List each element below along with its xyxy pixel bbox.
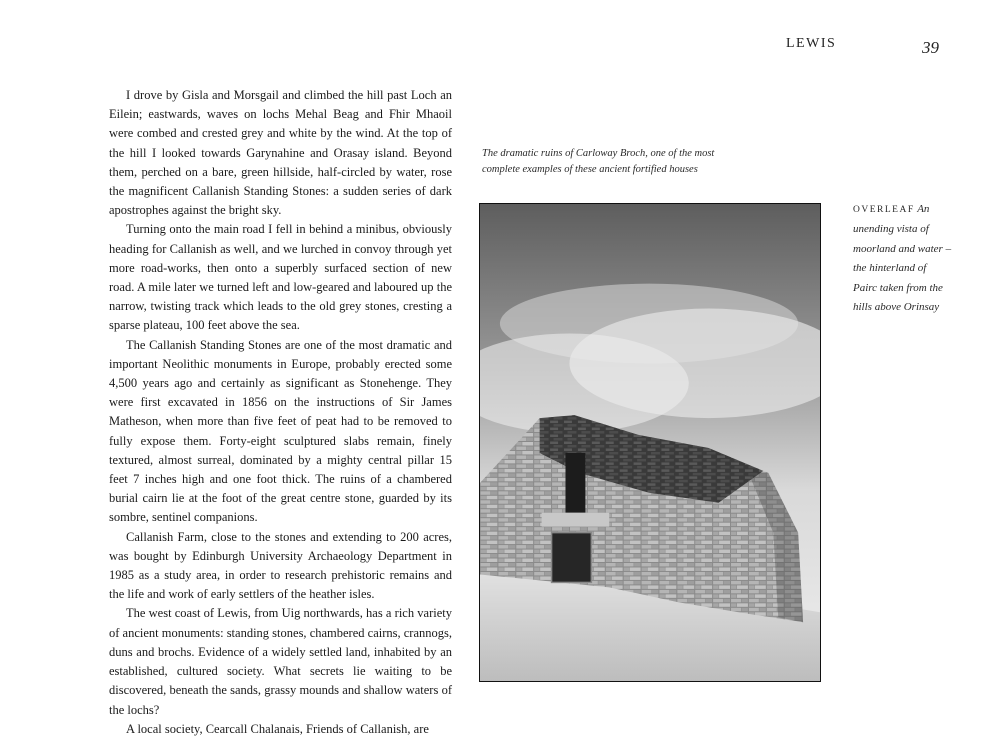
paragraph-1: I drove by Gisla and Morsgail and climbed the hill past Loch an Eilein; eastwards, waves on lochs Mehal Beag and Fhir Mhaoil were combed and crested grey and white by the wind. At the top of the hill I looked towards Garynahine and Orasay island. Beyond them, perched on a bare, green hillside, half-circled by water, rose the magnificent Callanish Standing Stones: a sudden series of dark apostrophes against the bright sky. [109,88,452,218]
overleaf-label: OVERLEAF [853,205,915,215]
paragraph-6: A local society, Cearcall Chalanais, Friends of Callanish, are [126,721,429,736]
overleaf-note [853,200,953,317]
running-head: LEWIS [786,36,837,51]
paragraph-5: The west coast of Lewis, from Uig northwards, has a rich variety of ancient monuments: standing stones, chambered cairns, crannogs, duns and brochs. Evidence of a widely settled land, inhabited by an established, cultured society. What secrets lie waiting to be discovered, beneath the sands, grassy mounds and shallow waters of the lochs? [109,606,452,717]
broch-illustration [480,204,820,681]
overleaf-text: An unending vista of moorland and water – the hinterland of Pairc taken from the hills above Orinsay [853,203,952,314]
body-text [109,86,452,739]
photo-caption: The dramatic ruins of Carloway Broch, one of the most complete examples of these ancient fortified houses [482,148,715,175]
page-number: 39 [922,38,939,57]
paragraph-4: Callanish Farm, close to the stones and extending to 200 acres, was bought by Edinburgh University Archaeology Department in 1985 as a study area, in order to research prehistoric remains and the life and work of early settlers of the heather isles. [109,529,452,602]
paragraph-2: Turning onto the main road I fell in behind a minibus, obviously heading for Callanish as well, and we lurched in convoy through yet more road-works, then onto a superbly surfaced section of new road. A mile later we turned left and low-geared and laboured up the narrow, twisting track which leads to the old grey stones, cresting a sparse plateau, 100 feet above the sea. [109,222,452,333]
broch-photograph [479,203,821,682]
paragraph-3: The Callanish Standing Stones are one of the most dramatic and important Neolithic monuments in Europe, probably erected some 4,500 years ago and certainly as significant as Stonehenge. They were first excavated in 1856 on the instructions of Sir James Matheson, when more than five feet of peat had to be removed to fully expose them. Forty-eight sculptured slabs remain, finely textured, almost surreal, dominated by a mighty central pillar 15 feet 7 inches high and one foot thick. The ruins of a chambered burial cairn lie at the foot of the great centre stone, guarded by its sombre, sentinel companions. [109,337,452,525]
